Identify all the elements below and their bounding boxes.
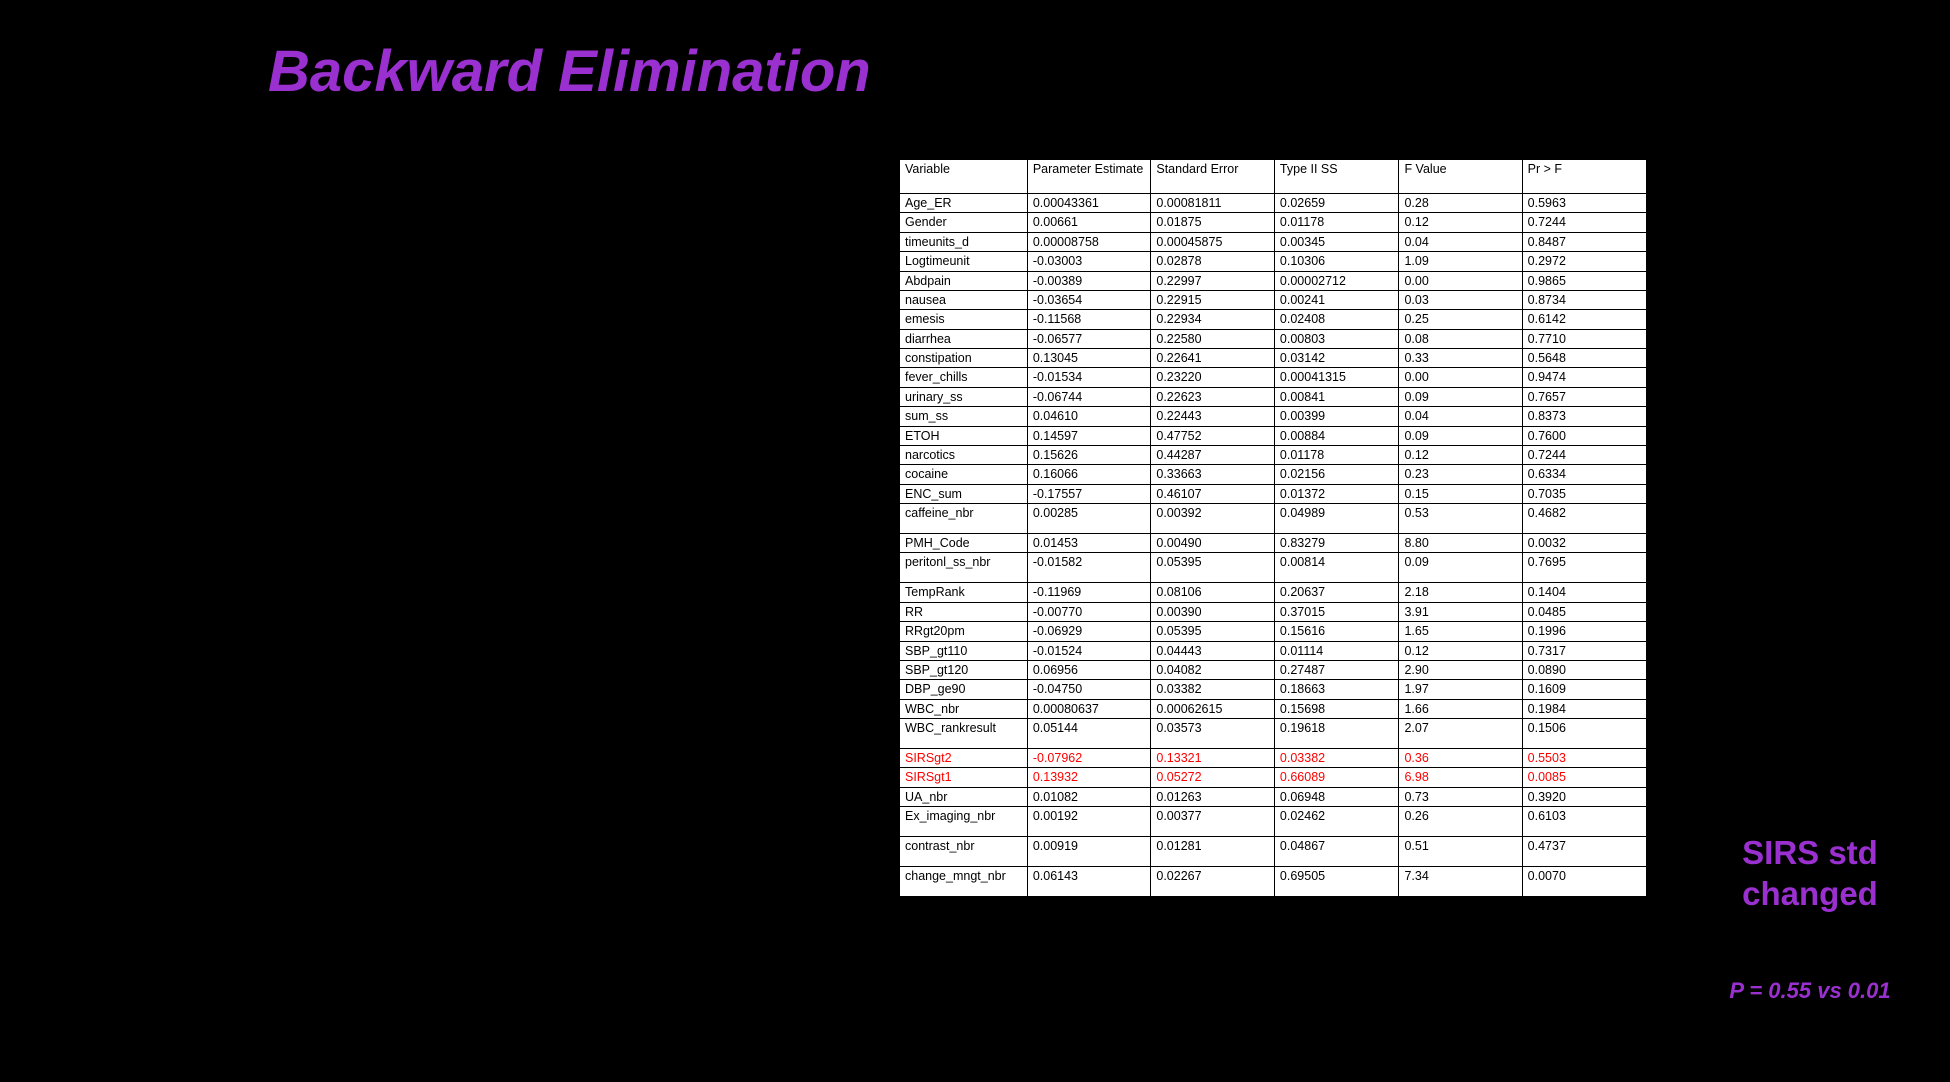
cell-value: -0.07962: [1027, 749, 1151, 768]
cell-variable: change_mngt_nbr: [900, 867, 1028, 897]
cell-value: -0.06577: [1027, 329, 1151, 348]
cell-variable: SIRSgt2: [900, 749, 1028, 768]
cell-value: 0.00490: [1151, 534, 1275, 553]
cell-value: 0.47752: [1151, 426, 1275, 445]
cell-value: 0.15616: [1274, 622, 1399, 641]
cell-value: 0.44287: [1151, 445, 1275, 464]
cell-value: 0.6142: [1522, 310, 1646, 329]
cell-value: 0.02267: [1151, 867, 1275, 897]
table-row: [900, 445, 1647, 464]
column-header-variable: Variable: [900, 160, 1028, 194]
cell-variable: ETOH: [900, 426, 1028, 445]
cell-value: 1.65: [1399, 622, 1522, 641]
cell-value: 0.7035: [1522, 484, 1646, 503]
table-row: [900, 349, 1647, 368]
cell-value: 0.08: [1399, 329, 1522, 348]
cell-value: 0.00345: [1274, 232, 1399, 251]
cell-variable: narcotics: [900, 445, 1028, 464]
cell-value: 0.04867: [1274, 837, 1399, 867]
table-row: [900, 387, 1647, 406]
cell-variable: Ex_imaging_nbr: [900, 807, 1028, 837]
cell-value: 0.37015: [1274, 602, 1399, 621]
cell-value: 0.0890: [1522, 660, 1646, 679]
cell-variable: PMH_Code: [900, 534, 1028, 553]
cell-value: -0.01582: [1027, 553, 1151, 583]
cell-value: 0.05395: [1151, 622, 1275, 641]
cell-value: 0.01875: [1151, 213, 1275, 232]
cell-value: 0.2972: [1522, 252, 1646, 271]
table-row: [900, 368, 1647, 387]
cell-value: 0.26: [1399, 807, 1522, 837]
cell-value: 0.7244: [1522, 445, 1646, 464]
table-row: [900, 660, 1647, 679]
cell-value: 0.03382: [1274, 749, 1399, 768]
cell-value: 0.12: [1399, 213, 1522, 232]
cell-value: 0.04989: [1274, 504, 1399, 534]
table-row: [900, 290, 1647, 309]
cell-value: 0.22934: [1151, 310, 1275, 329]
cell-value: 3.91: [1399, 602, 1522, 621]
table-header: [900, 160, 1647, 194]
cell-value: 0.01178: [1274, 445, 1399, 464]
cell-value: 0.09: [1399, 426, 1522, 445]
cell-value: 0.09: [1399, 387, 1522, 406]
cell-value: 0.51: [1399, 837, 1522, 867]
table-row: [900, 271, 1647, 290]
cell-value: 0.7600: [1522, 426, 1646, 445]
cell-value: 0.7710: [1522, 329, 1646, 348]
cell-value: -0.03654: [1027, 290, 1151, 309]
cell-value: 0.01082: [1027, 787, 1151, 806]
cell-value: 0.5503: [1522, 749, 1646, 768]
cell-value: 0.00192: [1027, 807, 1151, 837]
cell-value: 0.22997: [1151, 271, 1275, 290]
cell-variable: nausea: [900, 290, 1028, 309]
cell-value: 0.12: [1399, 641, 1522, 660]
cell-value: 0.02659: [1274, 194, 1399, 213]
cell-value: 1.66: [1399, 699, 1522, 718]
cell-value: -0.01534: [1027, 368, 1151, 387]
cell-value: 0.04443: [1151, 641, 1275, 660]
cell-variable: urinary_ss: [900, 387, 1028, 406]
cell-value: 0.36: [1399, 749, 1522, 768]
cell-value: 0.69505: [1274, 867, 1399, 897]
column-header-parameter-estimate: Parameter Estimate: [1027, 160, 1151, 194]
cell-variable: Abdpain: [900, 271, 1028, 290]
cell-value: 0.18663: [1274, 680, 1399, 699]
cell-value: 0.8487: [1522, 232, 1646, 251]
cell-value: 0.12: [1399, 445, 1522, 464]
cell-variable: cocaine: [900, 465, 1028, 484]
cell-variable: Age_ER: [900, 194, 1028, 213]
column-header-pr-f: Pr > F: [1522, 160, 1646, 194]
cell-value: 1.97: [1399, 680, 1522, 699]
cell-value: 0.02878: [1151, 252, 1275, 271]
cell-value: 0.13321: [1151, 749, 1275, 768]
table-header-row: [900, 160, 1647, 194]
cell-value: 0.03382: [1151, 680, 1275, 699]
cell-value: 0.1996: [1522, 622, 1646, 641]
cell-value: 0.03: [1399, 290, 1522, 309]
cell-value: 6.98: [1399, 768, 1522, 787]
cell-value: 0.00080637: [1027, 699, 1151, 718]
cell-value: 0.01178: [1274, 213, 1399, 232]
cell-value: 0.22915: [1151, 290, 1275, 309]
cell-value: 0.00241: [1274, 290, 1399, 309]
cell-value: 0.22623: [1151, 387, 1275, 406]
cell-variable: timeunits_d: [900, 232, 1028, 251]
cell-value: 0.00399: [1274, 407, 1399, 426]
cell-value: 0.0070: [1522, 867, 1646, 897]
cell-value: 0.15698: [1274, 699, 1399, 718]
cell-value: 0.06948: [1274, 787, 1399, 806]
cell-value: 0.04: [1399, 232, 1522, 251]
cell-variable: WBC_rankresult: [900, 719, 1028, 749]
cell-value: 0.8373: [1522, 407, 1646, 426]
cell-value: 0.9865: [1522, 271, 1646, 290]
cell-value: 0.7657: [1522, 387, 1646, 406]
table-row: [900, 465, 1647, 484]
cell-value: 0.00002712: [1274, 271, 1399, 290]
cell-value: 0.00803: [1274, 329, 1399, 348]
cell-value: 0.13045: [1027, 349, 1151, 368]
cell-value: 0.15: [1399, 484, 1522, 503]
cell-value: 2.18: [1399, 583, 1522, 602]
cell-value: 0.00814: [1274, 553, 1399, 583]
table-row: [900, 768, 1647, 787]
table-row: [900, 837, 1647, 867]
cell-value: 0.5963: [1522, 194, 1646, 213]
cell-value: 0.23220: [1151, 368, 1275, 387]
cell-value: 7.34: [1399, 867, 1522, 897]
cell-value: -0.00770: [1027, 602, 1151, 621]
page-title: Backward Elimination: [268, 39, 871, 104]
cell-variable: fever_chills: [900, 368, 1028, 387]
cell-value: 0.73: [1399, 787, 1522, 806]
cell-value: 0.5648: [1522, 349, 1646, 368]
table-row: [900, 213, 1647, 232]
table-row: [900, 194, 1647, 213]
cell-value: 0.4682: [1522, 504, 1646, 534]
cell-value: 0.15626: [1027, 445, 1151, 464]
cell-value: 0.06956: [1027, 660, 1151, 679]
cell-value: 2.90: [1399, 660, 1522, 679]
cell-value: 8.80: [1399, 534, 1522, 553]
cell-value: 0.1404: [1522, 583, 1646, 602]
cell-value: 0.83279: [1274, 534, 1399, 553]
cell-value: -0.00389: [1027, 271, 1151, 290]
cell-value: 0.00884: [1274, 426, 1399, 445]
cell-value: 0.7695: [1522, 553, 1646, 583]
column-header-type-ii-ss: Type II SS: [1274, 160, 1399, 194]
cell-value: 0.0085: [1522, 768, 1646, 787]
cell-value: 0.00841: [1274, 387, 1399, 406]
cell-value: 0.04082: [1151, 660, 1275, 679]
table-body: [900, 194, 1647, 897]
cell-value: -0.04750: [1027, 680, 1151, 699]
cell-value: 0.00062615: [1151, 699, 1275, 718]
cell-variable: SBP_gt110: [900, 641, 1028, 660]
cell-value: 0.06143: [1027, 867, 1151, 897]
cell-value: 0.66089: [1274, 768, 1399, 787]
cell-value: 0.00045875: [1151, 232, 1275, 251]
table-row: [900, 426, 1647, 445]
column-header-standard-error: Standard Error: [1151, 160, 1275, 194]
cell-value: -0.11568: [1027, 310, 1151, 329]
cell-variable: Logtimeunit: [900, 252, 1028, 271]
cell-variable: contrast_nbr: [900, 837, 1028, 867]
table-row: [900, 622, 1647, 641]
cell-value: 0.1984: [1522, 699, 1646, 718]
table-row: [900, 583, 1647, 602]
cell-value: 0.00043361: [1027, 194, 1151, 213]
table-row: [900, 699, 1647, 718]
cell-variable: diarrhea: [900, 329, 1028, 348]
table-row: [900, 407, 1647, 426]
table-row: [900, 252, 1647, 271]
table-row: [900, 719, 1647, 749]
cell-value: 0.00: [1399, 368, 1522, 387]
cell-value: 0.10306: [1274, 252, 1399, 271]
column-header-f-value: F Value: [1399, 160, 1522, 194]
cell-value: -0.01524: [1027, 641, 1151, 660]
cell-variable: TempRank: [900, 583, 1028, 602]
cell-value: 0.00: [1399, 271, 1522, 290]
cell-variable: peritonl_ss_nbr: [900, 553, 1028, 583]
cell-value: 0.33663: [1151, 465, 1275, 484]
cell-value: 0.00377: [1151, 807, 1275, 837]
cell-value: 0.01114: [1274, 641, 1399, 660]
table-row: [900, 310, 1647, 329]
cell-value: 0.6103: [1522, 807, 1646, 837]
cell-variable: RRgt20pm: [900, 622, 1028, 641]
cell-variable: caffeine_nbr: [900, 504, 1028, 534]
statistics-table-container: [898, 158, 1648, 898]
backward-elimination-table: [899, 159, 1647, 897]
annotation-p-value-comparison: P = 0.55 vs 0.01: [1729, 978, 1891, 1003]
cell-value: 0.4737: [1522, 837, 1646, 867]
cell-value: 0.6334: [1522, 465, 1646, 484]
cell-value: 0.0032: [1522, 534, 1646, 553]
cell-value: 0.01453: [1027, 534, 1151, 553]
cell-value: -0.06929: [1027, 622, 1151, 641]
table-row: [900, 680, 1647, 699]
cell-value: 0.22443: [1151, 407, 1275, 426]
cell-value: 0.00285: [1027, 504, 1151, 534]
cell-value: 0.13932: [1027, 768, 1151, 787]
cell-variable: ENC_sum: [900, 484, 1028, 503]
cell-value: 0.27487: [1274, 660, 1399, 679]
cell-variable: Gender: [900, 213, 1028, 232]
cell-value: 0.14597: [1027, 426, 1151, 445]
cell-variable: DBP_ge90: [900, 680, 1028, 699]
cell-value: -0.06744: [1027, 387, 1151, 406]
cell-value: 0.08106: [1151, 583, 1275, 602]
cell-value: 0.7317: [1522, 641, 1646, 660]
table-row: [900, 787, 1647, 806]
annotation-sirs-std-changed: SIRS std changed: [1742, 834, 1878, 913]
cell-variable: SBP_gt120: [900, 660, 1028, 679]
cell-value: 0.1506: [1522, 719, 1646, 749]
table-row: [900, 807, 1647, 837]
cell-value: 0.01263: [1151, 787, 1275, 806]
cell-value: 1.09: [1399, 252, 1522, 271]
cell-value: 0.05144: [1027, 719, 1151, 749]
cell-value: 0.04: [1399, 407, 1522, 426]
cell-value: 0.46107: [1151, 484, 1275, 503]
cell-value: 0.1609: [1522, 680, 1646, 699]
cell-value: -0.03003: [1027, 252, 1151, 271]
cell-value: 0.28: [1399, 194, 1522, 213]
cell-value: 0.9474: [1522, 368, 1646, 387]
cell-variable: RR: [900, 602, 1028, 621]
cell-variable: constipation: [900, 349, 1028, 368]
cell-value: 0.05272: [1151, 768, 1275, 787]
cell-value: 0.23: [1399, 465, 1522, 484]
cell-value: 0.01281: [1151, 837, 1275, 867]
table-row: [900, 484, 1647, 503]
cell-value: 0.19618: [1274, 719, 1399, 749]
cell-value: 0.04610: [1027, 407, 1151, 426]
cell-variable: sum_ss: [900, 407, 1028, 426]
cell-value: 0.02408: [1274, 310, 1399, 329]
cell-variable: UA_nbr: [900, 787, 1028, 806]
cell-value: 0.22580: [1151, 329, 1275, 348]
cell-value: 0.02462: [1274, 807, 1399, 837]
cell-value: 0.00081811: [1151, 194, 1275, 213]
table-row: [900, 504, 1647, 534]
cell-value: 0.01372: [1274, 484, 1399, 503]
cell-value: 0.20637: [1274, 583, 1399, 602]
table-row: [900, 602, 1647, 621]
cell-value: 0.03142: [1274, 349, 1399, 368]
cell-value: 0.00661: [1027, 213, 1151, 232]
cell-value: -0.11969: [1027, 583, 1151, 602]
table-row: [900, 749, 1647, 768]
table-row: [900, 553, 1647, 583]
cell-variable: SIRSgt1: [900, 768, 1028, 787]
cell-value: 0.00041315: [1274, 368, 1399, 387]
cell-value: 0.16066: [1027, 465, 1151, 484]
cell-variable: WBC_nbr: [900, 699, 1028, 718]
cell-value: 0.0485: [1522, 602, 1646, 621]
cell-value: 0.53: [1399, 504, 1522, 534]
cell-value: 0.00008758: [1027, 232, 1151, 251]
cell-value: 0.05395: [1151, 553, 1275, 583]
table-row: [900, 867, 1647, 897]
cell-value: 2.07: [1399, 719, 1522, 749]
table-row: [900, 641, 1647, 660]
cell-value: 0.25: [1399, 310, 1522, 329]
cell-variable: emesis: [900, 310, 1028, 329]
cell-value: 0.8734: [1522, 290, 1646, 309]
cell-value: 0.22641: [1151, 349, 1275, 368]
cell-value: 0.33: [1399, 349, 1522, 368]
cell-value: 0.00390: [1151, 602, 1275, 621]
table-row: [900, 232, 1647, 251]
cell-value: 0.00392: [1151, 504, 1275, 534]
cell-value: 0.03573: [1151, 719, 1275, 749]
cell-value: 0.09: [1399, 553, 1522, 583]
cell-value: 0.3920: [1522, 787, 1646, 806]
cell-value: -0.17557: [1027, 484, 1151, 503]
cell-value: 0.00919: [1027, 837, 1151, 867]
table-row: [900, 329, 1647, 348]
cell-value: 0.02156: [1274, 465, 1399, 484]
cell-value: 0.7244: [1522, 213, 1646, 232]
table-row: [900, 534, 1647, 553]
